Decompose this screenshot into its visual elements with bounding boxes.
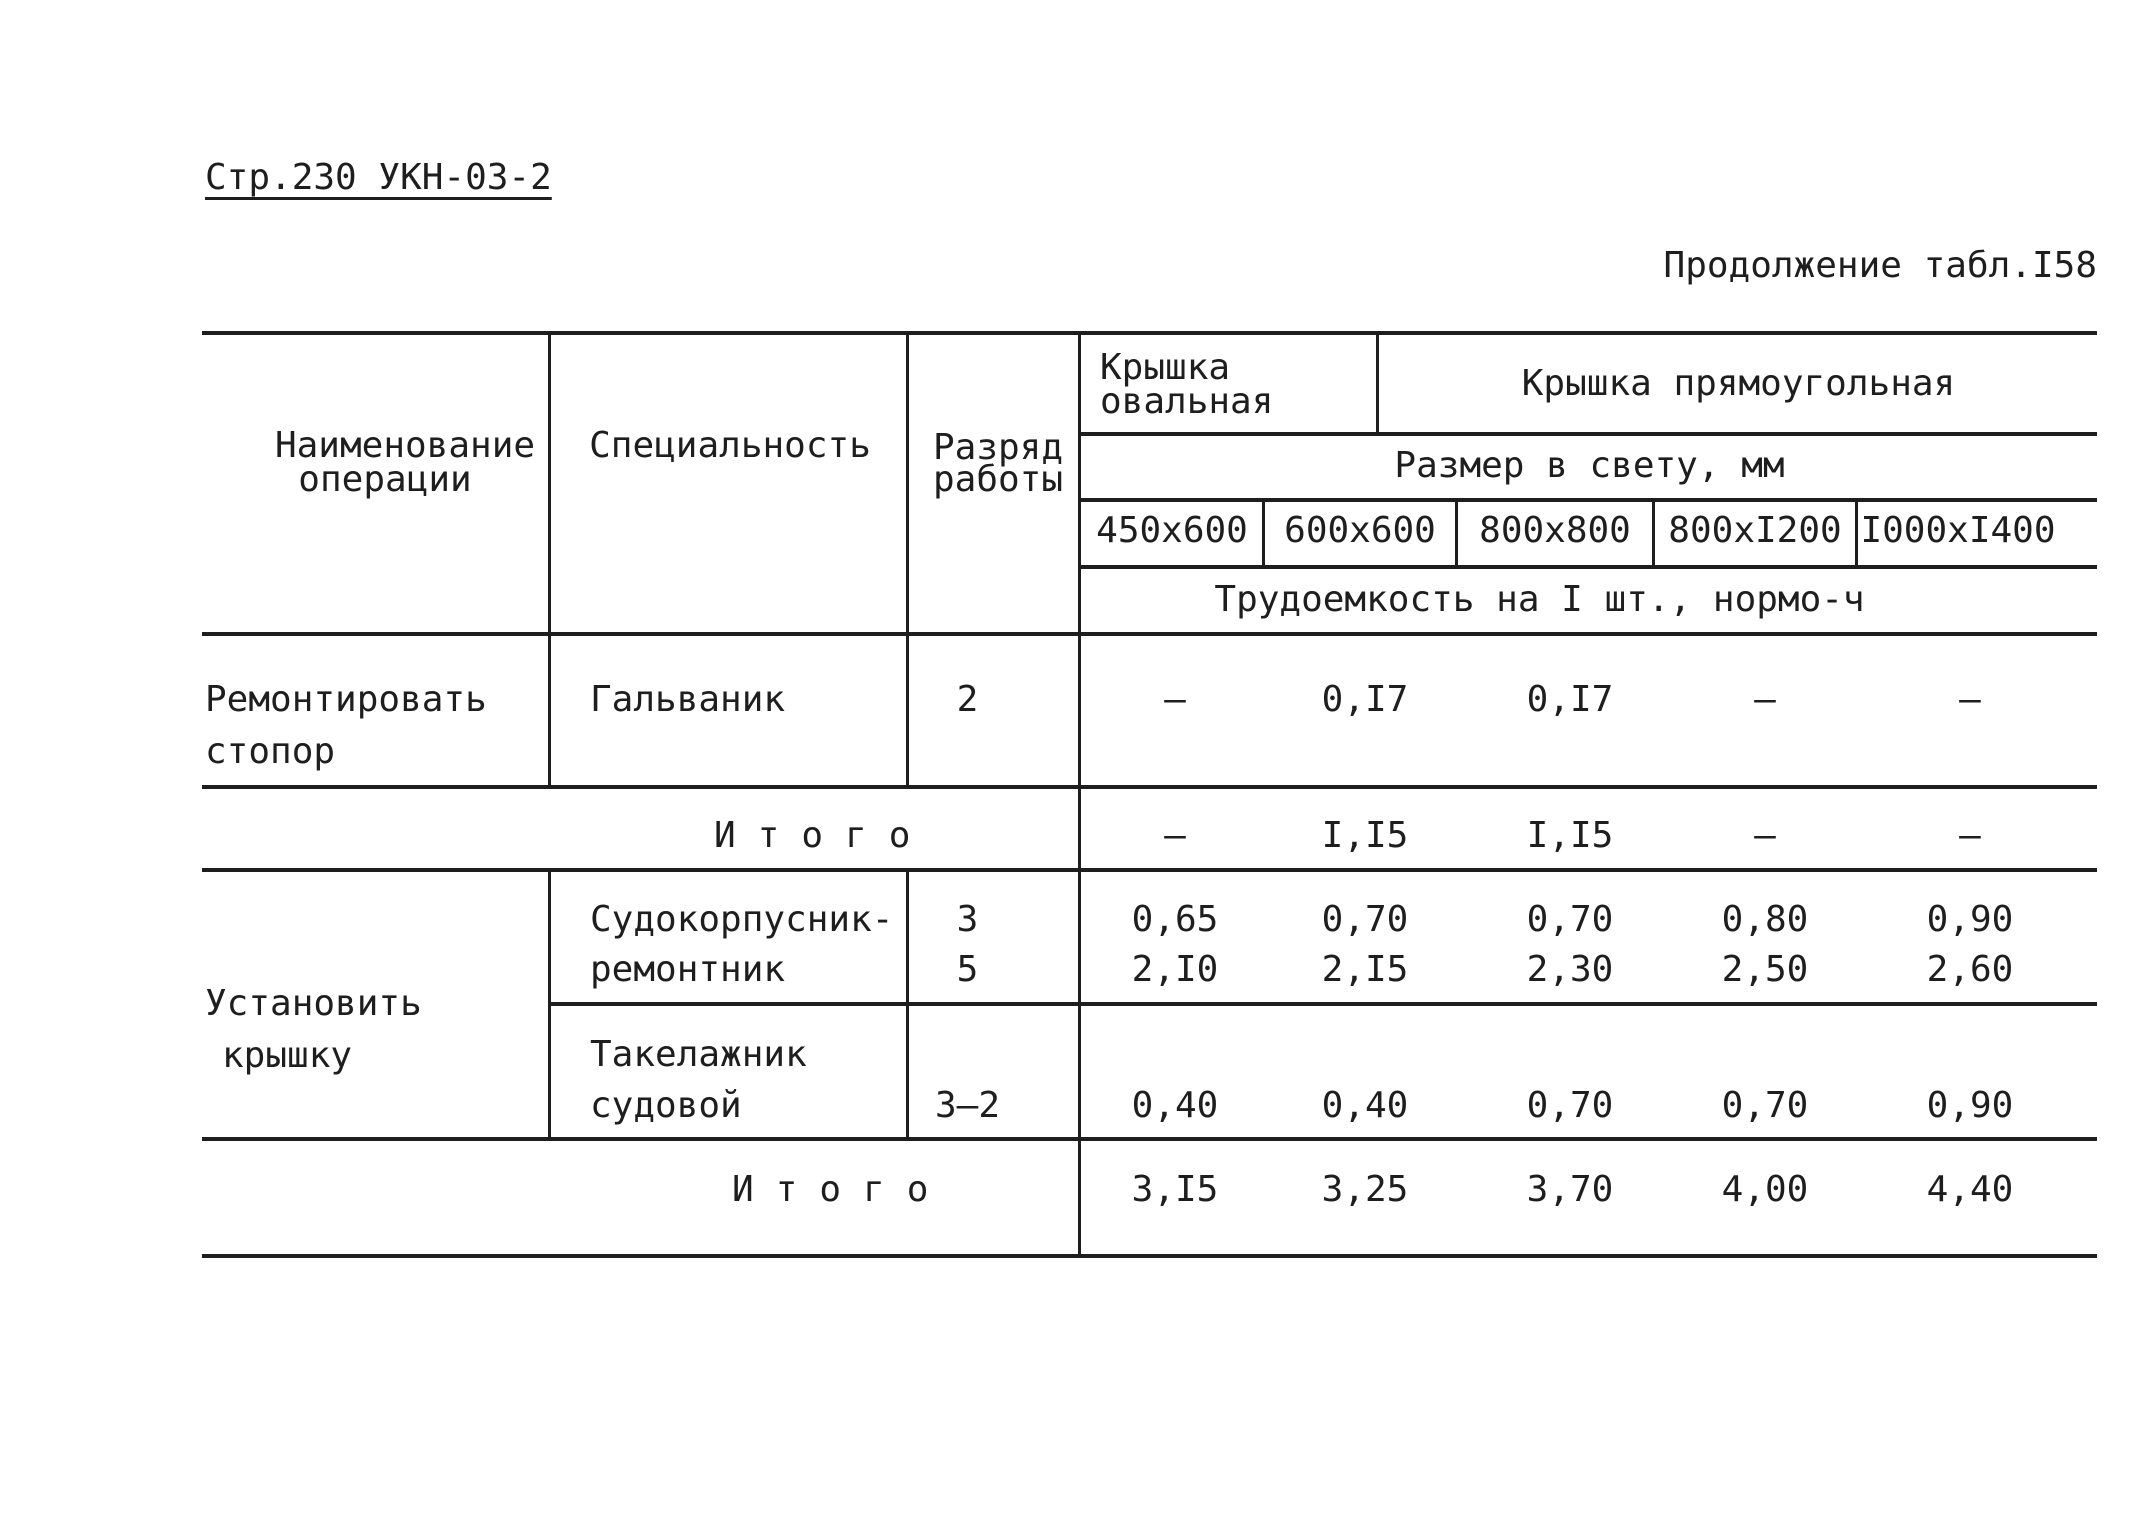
header-specialty: Специальность [589,425,871,466]
header-size-label: Размер в свету, мм [1394,445,1785,486]
repair-operation-line1: Ремонтировать [205,679,487,720]
header-size-1000x1400: I000xI400 [1860,510,2056,551]
install-sub1-l2-450x600: 2,I0 [1131,949,1219,990]
install-sub2-800x1200: 0,70 [1721,1085,1809,1126]
header-rule-group [1080,432,2097,436]
col-rule-operation [548,331,551,789]
col-rule-operation-install [548,868,551,1140]
header-size-800x1200: 800xI200 [1668,510,1842,551]
header-bottom-rule [202,632,2097,636]
header-operation-line2: операции [298,459,472,500]
install-sub1-grade-line1: 3 [956,899,979,940]
repair-total-800x1200: – [1754,815,1776,856]
install-operation-line2: крышку [222,1035,353,1076]
repair-value-800x1200: – [1754,679,1776,720]
install-sub1-l1-600x600: 0,70 [1321,899,1409,940]
install-sub2-grade: 3–2 [935,1085,1001,1126]
row-rule-install [202,1137,2097,1141]
row-rule-repair-total [202,868,2097,872]
install-operation-line1: Установить [205,983,422,1024]
header-grade-line2: работы [932,459,1064,500]
install-sub2-450x600: 0,40 [1131,1085,1219,1126]
install-sub2-600x600: 0,40 [1321,1085,1409,1126]
install-total-600x600: 3,25 [1321,1169,1409,1210]
repair-grade: 2 [956,679,979,720]
repair-operation-line2: стопор [205,731,336,772]
header-rule-size [1080,498,2097,502]
install-sub1-specialty-line2: ремонтник [590,949,786,990]
repair-value-600x600: 0,I7 [1321,679,1409,720]
install-total-1000x1400: 4,40 [1926,1169,2014,1210]
header-labor-label: Трудоемкость на I шт., нормо-ч [1214,579,1865,620]
header-oval-line1: Крышка [1100,347,1231,388]
install-sub2-1000x1400: 0,90 [1926,1085,2014,1126]
table-continuation-label: Продолжение табл.I58 [1663,245,2097,286]
install-sub1-l2-1000x1400: 2,60 [1926,949,2014,990]
header-grade-line1: Разряд [932,427,1064,468]
col-rule-specialty [906,331,909,789]
repair-value-450x600: – [1164,679,1186,720]
repair-total-800x800: I,I5 [1526,815,1614,856]
header-size-800x800: 800x800 [1479,510,1631,551]
repair-value-800x800: 0,I7 [1526,679,1614,720]
header-oval-line2: овальная [1100,381,1274,422]
install-total-800x800: 3,70 [1526,1169,1614,1210]
repair-total-label: Итого [714,815,933,856]
header-rule-dims [1080,565,2097,569]
install-sub1-specialty-line1: Судокорпусник- [590,899,894,940]
install-sub2-800x800: 0,70 [1526,1085,1614,1126]
repair-specialty: Гальваник [590,679,786,720]
repair-total-450x600: – [1164,815,1186,856]
header-rect-group: Крышка прямоугольная [1521,363,1956,404]
install-total-label: Итого [732,1169,951,1210]
row-rule-repair [202,785,2097,789]
page-reference: Стр.230 УКН-03-2 [205,157,552,198]
install-total-800x1200: 4,00 [1721,1169,1809,1210]
table-top-rule [202,331,2097,335]
row-rule-install-sub [550,1002,2097,1006]
install-sub1-l2-600x600: 2,I5 [1321,949,1409,990]
install-sub1-l2-800x1200: 2,50 [1721,949,1809,990]
repair-value-1000x1400: – [1959,679,1981,720]
col-rule-grade [1078,331,1081,1257]
table-bottom-rule [202,1254,2097,1258]
header-operation-line1: Наименование [274,425,536,466]
repair-total-600x600: I,I5 [1321,815,1409,856]
install-sub1-l1-1000x1400: 0,90 [1926,899,2014,940]
install-sub1-l2-800x800: 2,30 [1526,949,1614,990]
install-sub2-specialty-line2: судовой [590,1085,742,1126]
install-total-450x600: 3,I5 [1131,1169,1219,1210]
install-sub2-specialty-line1: Такелажник [590,1034,807,1075]
col-rule-specialty-install [906,868,909,1140]
install-sub1-l1-450x600: 0,65 [1131,899,1219,940]
header-size-600x600: 600x600 [1284,510,1436,551]
install-sub1-l1-800x800: 0,70 [1526,899,1614,940]
col-rule-oval-rect [1376,331,1379,434]
install-sub1-grade-line2: 5 [956,949,979,990]
install-sub1-l1-800x1200: 0,80 [1721,899,1809,940]
repair-total-1000x1400: – [1959,815,1981,856]
header-size-450x600: 450x600 [1096,510,1248,551]
